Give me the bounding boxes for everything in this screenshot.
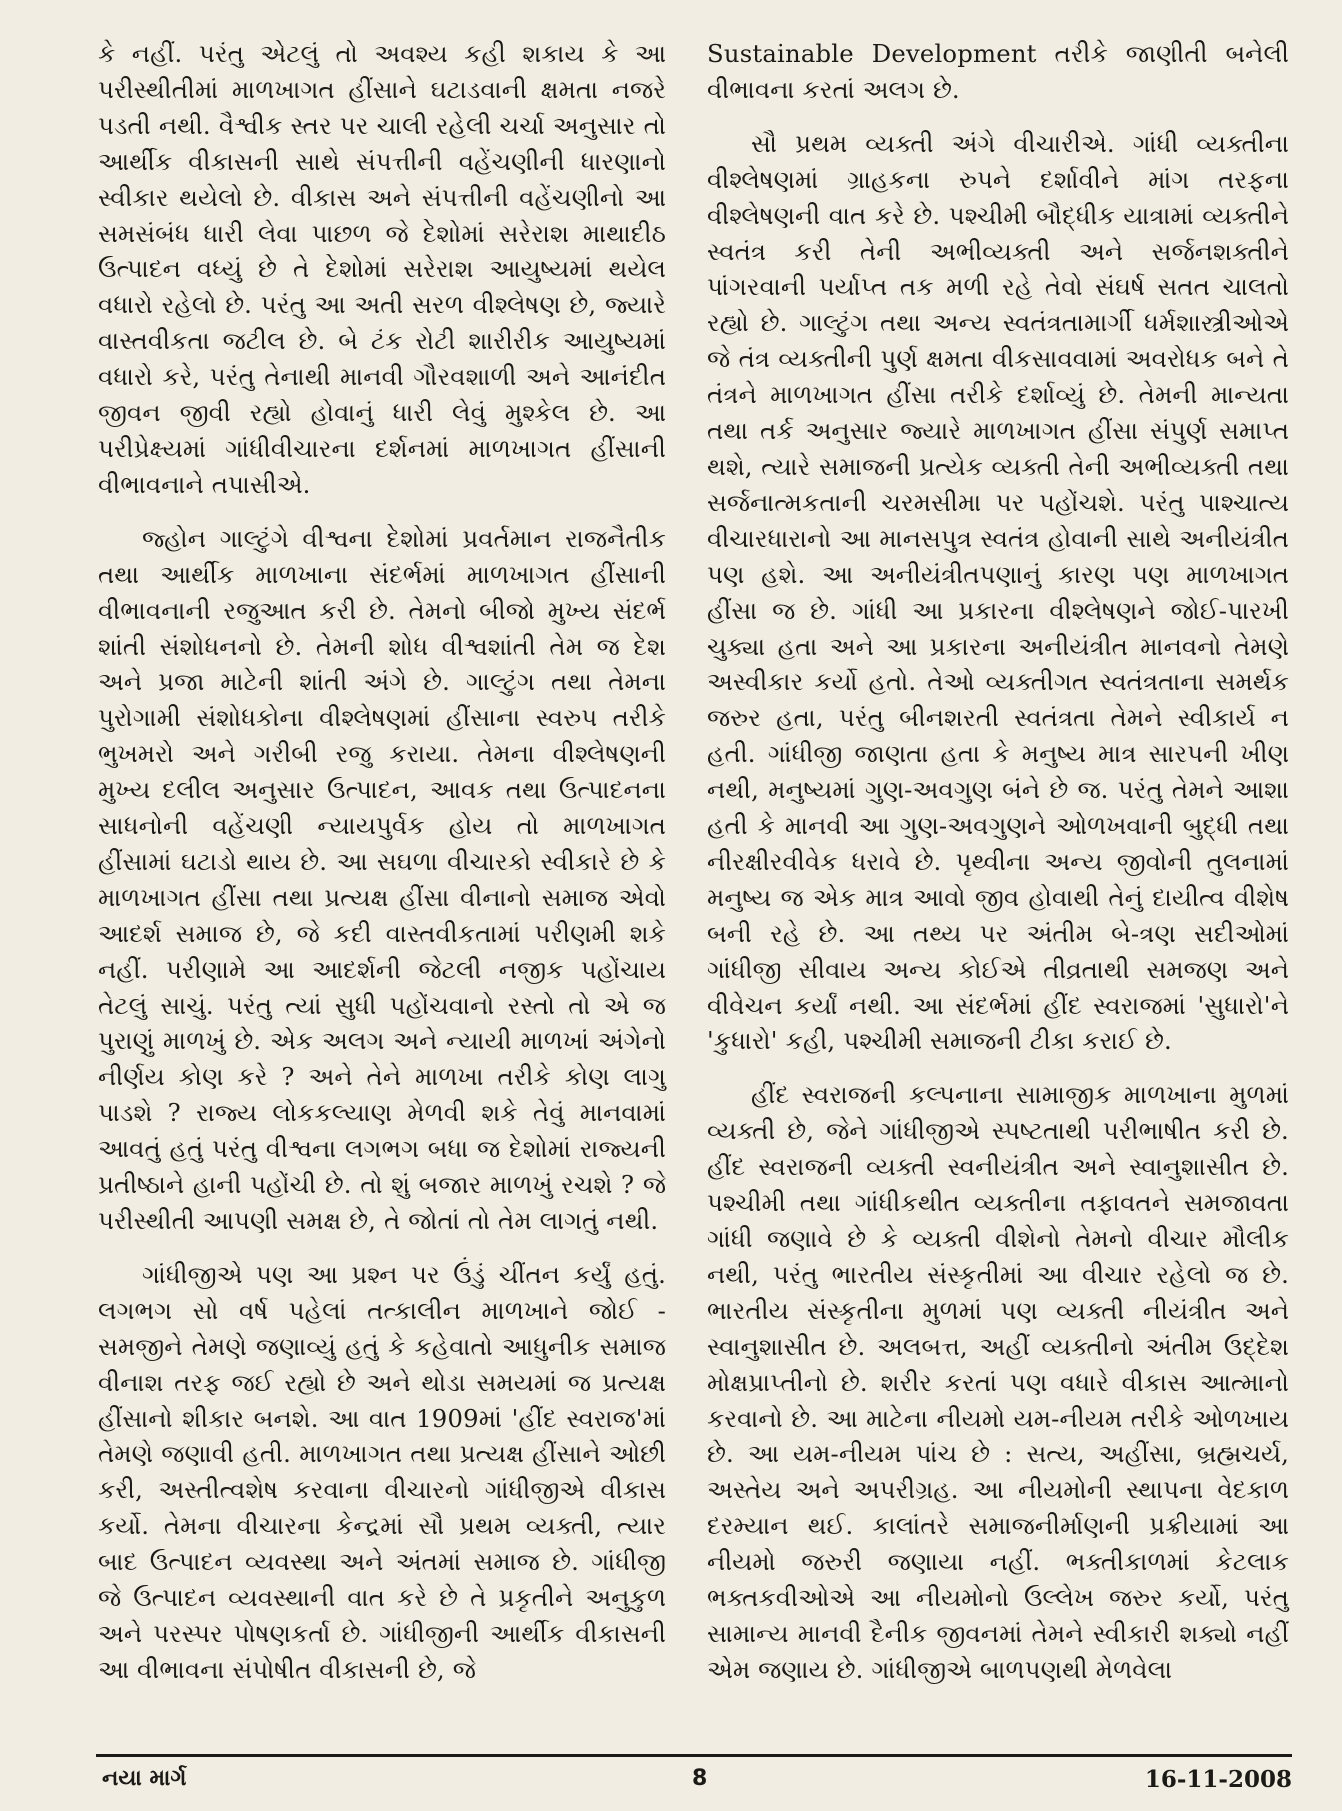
paragraph: હીંદ સ્વરાજની કલ્પનાના સામાજીક માળખાના મુળમાં વ્યક્તી છે, જેને ગાંધીજીએ સ્પષ્ટતાથી પરીભાષીત કરી છે. હીંદ સ્વરાજની વ્યક્તી સ્વનીયંત્રીત અને સ્વાનુશાસીત છે. પશ્ચીમી તથા ગાંધીકથીત વ્યક્તીના તફાવતને સમજાવતા ગાંધી જણાવે છે કે વ્યક્તી વીશેનો તેમનો વીચાર મૌલીક નથી, પરંતુ ભારતીય સંસ્કૃતીમાં આ વીચાર રહેલો જ છે. ભારતીય સંસ્કૃતીના મુળમાં પણ વ્યક્તી નીયંત્રીત અને સ્વાનુશાસીત છે. અલબત્ત, અહીં વ્યક્તીનો અંતીમ ઉદ્દેશ મોક્ષપ્રાપ્તીનો છે. શરીર કરતાં પણ વધારે વીકાસ આત્માનો કરવાનો છે. આ માટેના નીયમો યમ-નીયમ તરીકે ઓળખાય છે. આ યમ-નીયમ પાંચ છે : સત્ય, અહીંસા, બ્રહ્મચર્ય, અસ્તેય અને અપરીગ્રહ. આ નીયમોની સ્થાપના વેદકાળ દરમ્યાન થઈ. કાલાંતરે સમાજનીર્માણની પ્રક્રીયામાં આ નીયમો જરુરી જણાયા નહીં. ભક્તીકાળમાં કેટલાક ભક્તકવીઓએ આ નીયમોનો ઉલ્લેખ જરુર કર્યો, પરંતુ સામાન્ય માનવી દૈનીક જીવનમાં તેમને સ્વીકારી શક્યો નહીં એમ જણાય છે. ગાંધીજીએ બાળપણથી મેળવેલા: [707, 1080, 1289, 1684]
paragraph: કે નહીં. પરંતુ એટલું તો અવશ્ય કહી શકાય કે આ પરીસ્થીતીમાં માળખાગત હીંસાને ઘટાડવાની ક્ષમતા નજરે પડતી નથી. વૈશ્વીક સ્તર પર ચાલી રહેલી ચર્ચા અનુસાર તો આર્થીક વીકાસની સાથે સંપત્તીની વહેંચણીની ધારણાનો સ્વીકાર થયેલો છે. વીકાસ અને સંપત્તીની વહેંચણીનો આ સમસંબંધ ધારી લેવા પાછળ જે દેશોમાં સરેરાશ માથાદીઠ ઉત્પાદન વધ્યું છે તે દેશોમાં સરેરાશ આયુષ્યમાં થયેલ વધારો રહેલો છે. પરંતુ આ અતી સરળ વીશ્લેષણ છે, જ્યારે વાસ્તવીકતા જટીલ છે. બે ટંક રોટી શારીરીક આયુષ્યમાં વધારો કરે, પરંતુ તેનાથી માનવી ગૌરવશાળી અને આનંદીત જીવન જીવી રહ્યો હોવાનું ધારી લેવું મુશ્કેલ છે. આ પરીપ્રેક્ષ્યમાં ગાંધીવીચારના દર્શનમાં માળખાગત હીંસાની વીભાવનાને તપાસીએ.: [98, 39, 666, 499]
page-number: 8: [692, 1766, 708, 1791]
magazine-name: નયા માર્ગ: [102, 1766, 187, 1791]
left-column: [98, 36, 666, 1688]
page-footer: [96, 1766, 1292, 1798]
issue-date: 16-11-2008: [1144, 1766, 1292, 1793]
footer-divider: [96, 1754, 1292, 1757]
right-column: [707, 36, 1289, 1688]
paragraph: Sustainable Development તરીકે જાણીતી બનેલી વીભાવના કરતાં અલગ છે.: [707, 39, 1289, 104]
paragraph: ગાંધીજીએ પણ આ પ્રશ્ન પર ઉંડું ચીંતન કર્યું હતું. લગભગ સો વર્ષ પહેલાં તત્કાલીન માળખાને જોઈ - સમજીને તેમણે જણાવ્યું હતું કે કહેવાતો આધુનીક સમાજ વીનાશ તરફ જઈ રહ્યો છે અને થોડા સમયમાં જ પ્રત્યક્ષ હીંસાનો શીકાર બનશે. આ વાત 1909માં 'હીંદ સ્વરાજ'માં તેમણે જણાવી હતી. માળખાગત તથા પ્રત્યક્ષ હીંસાને ઓછી કરી, અસ્તીત્વશેષ કરવાના વીચારનો ગાંધીજીએ વીકાસ કર્યો. તેમના વીચારના કેન્દ્રમાં સૌ પ્રથમ વ્યક્તી, ત્યાર બાદ ઉત્પાદન વ્યવસ્થા અને અંતમાં સમાજ છે. ગાંધીજી જે ઉત્પાદન વ્યવસ્થાની વાત કરે છે તે પ્રકૃતીને અનુકુળ અને પરસ્પર પોષણકર્તા છે. ગાંધીજીની આર્થીક વીકાસની આ વીભાવના સંપોષીત વીકાસની છે, જે: [98, 1259, 666, 1684]
paragraph: જ્હોન ગાલ્ટુંગે વીશ્વના દેશોમાં પ્રવર્તમાન રાજનૈતીક તથા આર્થીક માળખાના સંદર્ભમાં માળખાગત હીંસાની વીભાવનાની રજુઆત કરી છે. તેમનો બીજો મુખ્ય સંદર્ભ શાંતી સંશોધનનો છે. તેમની શોધ વીશ્વશાંતી તેમ જ દેશ અને પ્રજા માટેની શાંતી અંગે છે. ગાલ્ટુંગ તથા તેમના પુરોગામી સંશોધકોના વીશ્લેષણમાં હીંસાના સ્વરુપ તરીકે ભુખમરો અને ગરીબી રજુ કરાયા. તેમના વીશ્લેષણની મુખ્ય દલીલ અનુસાર ઉત્પાદન, આવક તથા ઉત્પાદનના સાધનોની વહેંચણી ન્યાયપુર્વક હોય તો માળખાગત હીંસામાં ઘટાડો થાય છે. આ સઘળા વીચારકો સ્વીકારે છે કે માળખાગત હીંસા તથા પ્રત્યક્ષ હીંસા વીનાનો સમાજ એવો આદર્શ સમાજ છે, જે કદી વાસ્તવીકતામાં પરીણમી શકે નહીં. પરીણામે આ આદર્શની જેટલી નજીક પહોંચાય તેટલું સાચું. પરંતુ ત્યાં સુધી પહોંચવાનો રસ્તો તો એ જ પુરાણું માળખું છે. એક અલગ અને ન્યાયી માળખાં અંગેનો નીર્ણય કોણ કરે ? અને તેને માળખા તરીકે કોણ લાગુ પાડશે ? રાજ્ય લોકકલ્યાણ મેળવી શકે તેવું માનવામાં આવતું હતું પરંતુ વીશ્વના લગભગ બધા જ દેશોમાં રાજ્યની પ્રતીષ્ઠાને હાની પહોંચી છે. તો શું બજાર માળખું રચશે ? જે પરીસ્થીતી આપણી સમક્ષ છે, તે જોતાં તો તેમ લાગતું નથી.: [98, 523, 666, 1235]
paragraph: સૌ પ્રથમ વ્યક્તી અંગે વીચારીએ. ગાંધી વ્યક્તીના વીશ્લેષણમાં ગ્રાહકના રુપને દર્શાવીને માંગ તરફના વીશ્લેષણની વાત કરે છે. પશ્ચીમી બૌદ્ધીક યાત્રામાં વ્યક્તીને સ્વતંત્ર કરી તેની અભીવ્યક્તી અને સર્જનશક્તીને પાંગરવાની પર્યાપ્ત તક મળી રહે તેવો સંઘર્ષ સતત ચાલતો રહ્યો છે. ગાલ્ટુંગ તથા અન્ય સ્વતંત્રતામાર્ગી ધર્મશાસ્ત્રીઓએ જે તંત્ર વ્યક્તીની પુર્ણ ક્ષમતા વીકસાવવામાં અવરોધક બને તે તંત્રને માળખાગત હીંસા તરીકે દર્શાવ્યું છે. તેમની માન્યતા તથા તર્ક અનુસાર જ્યારે માળખાગત હીંસા સંપુર્ણ સમાપ્ત થશે, ત્યારે સમાજની પ્રત્યેક વ્યક્તી તેની અભીવ્યક્તી તથા સર્જનાત્મકતાની ચરમસીમા પર પહોંચશે. પરંતુ પાશ્ચાત્ય વીચારધારાનો આ માનસપુત્ર સ્વતંત્ર હોવાની સાથે અનીયંત્રીત પણ હશે. આ અનીયંત્રીતપણાનું કારણ પણ માળખાગત હીંસા જ છે. ગાંધી આ પ્રકારના વીશ્લેષણને જોઈ-પારખી ચુક્યા હતા અને આ પ્રકારના અનીયંત્રીત માનવનો તેમણે અસ્વીકાર કર્યો હતો. તેઓ વ્યક્તીગત સ્વતંત્રતાના સમર્થક જરુર હતા, પરંતુ બીનશરતી સ્વતંત્રતા તેમને સ્વીકાર્ય ન હતી. ગાંધીજી જાણતા હતા કે મનુષ્ય માત્ર સારપની ખીણ નથી, મનુષ્યમાં ગુણ-અવગુણ બંને છે જ. પરંતુ તેમને આશા હતી કે માનવી આ ગુણ-અવગુણને ઓળખવાની બુદ્ધી તથા નીરક્ષીરવીવેક ધરાવે છે. પૃથ્વીના અન્ય જીવોની તુલનામાં મનુષ્ય જ એક માત્ર આવો જીવ હોવાથી તેનું દાયીત્વ વીશેષ બની રહે છે. આ તથ્ય પર અંતીમ બે-ત્રણ સદીઓમાં ગાંધીજી સીવાય અન્ય કોઈએ તીવ્રતાથી સમજણ અને વીવેચન કર્યાં નથી. આ સંદર્ભમાં હીંદ સ્વરાજમાં 'સુધારો'ને 'કુધારો' કહી, પશ્ચીમી સમાજની ટીકા કરાઈ છે.: [707, 128, 1289, 1056]
